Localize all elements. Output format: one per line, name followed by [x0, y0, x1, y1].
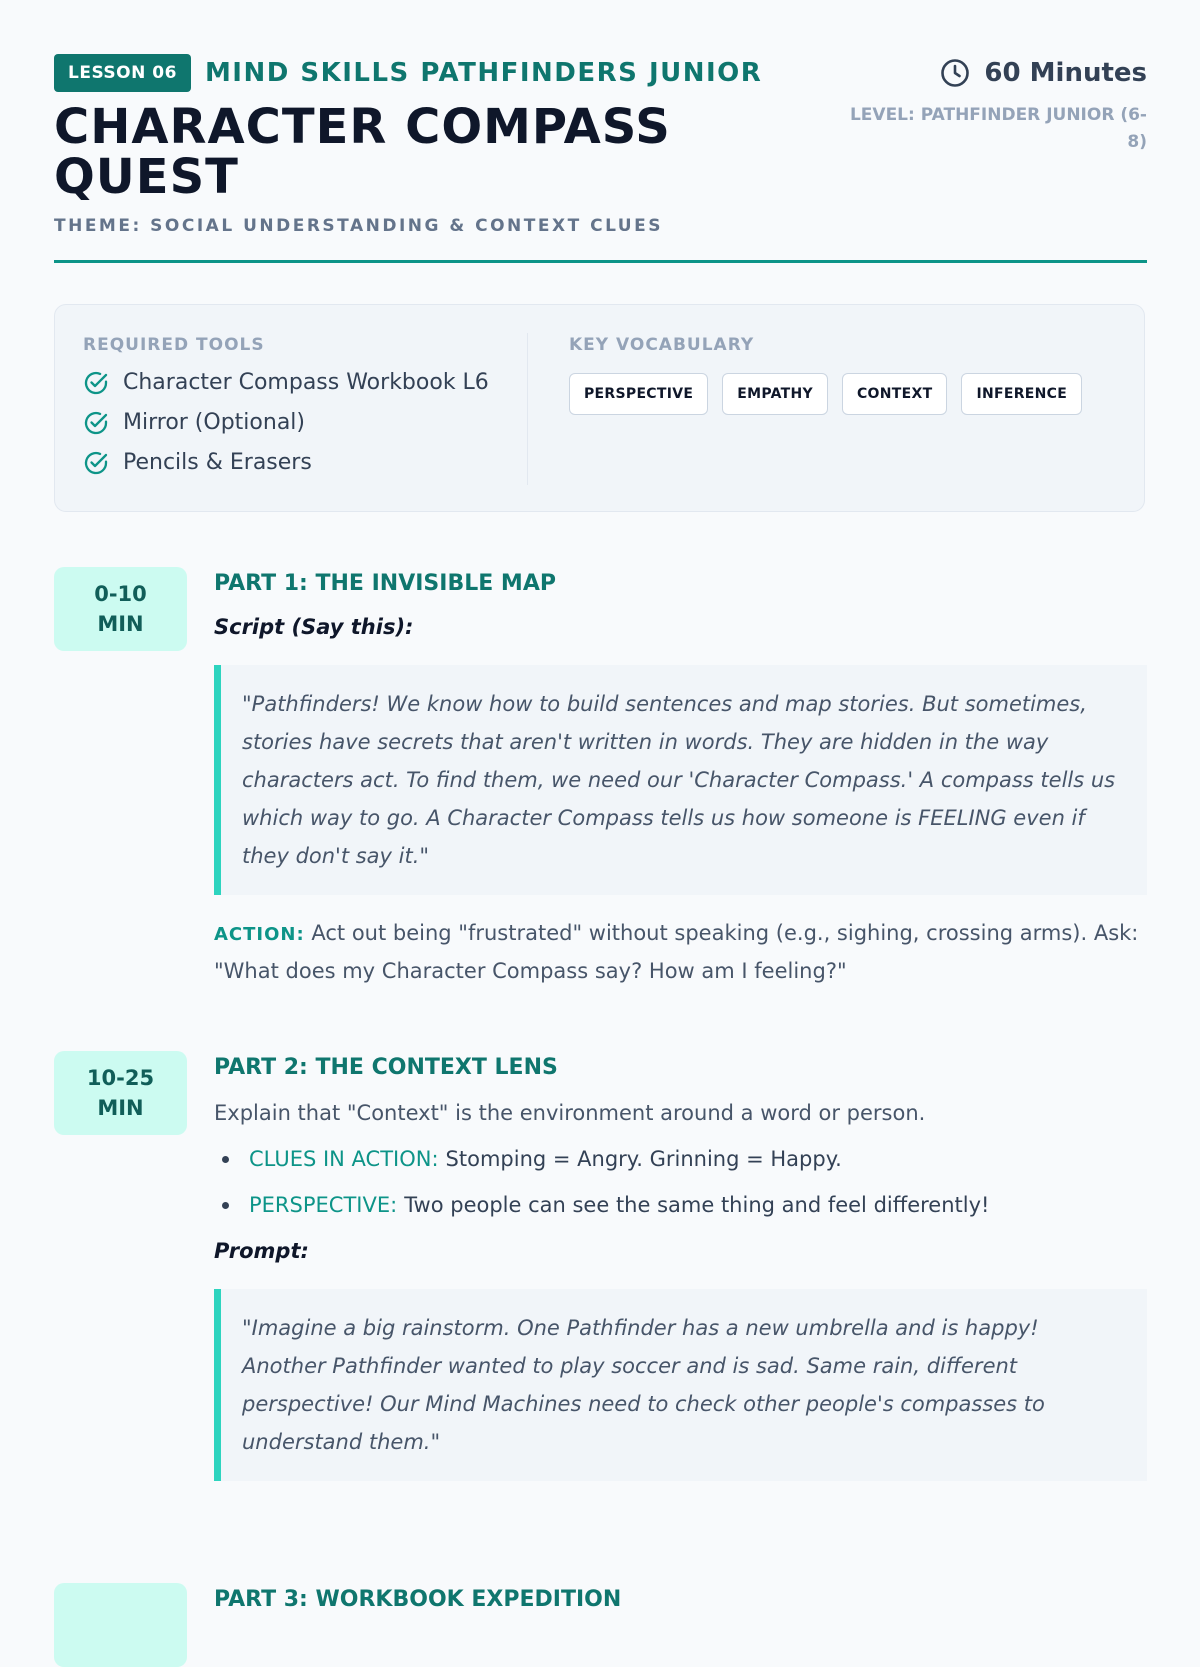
clock-icon	[940, 58, 970, 88]
check-circle-icon	[83, 370, 109, 396]
vocab-label: KEY VOCABULARY	[569, 335, 755, 355]
section-intro: Explain that "Context" is the environment around a word or person.	[214, 1101, 926, 1125]
key-vocabulary	[569, 335, 1129, 415]
lesson-badge: LESSON 06	[54, 54, 191, 92]
tool-label: Character Compass Workbook L6	[123, 370, 489, 395]
bullet-text: Stomping = Angry. Grinning = Happy.	[445, 1147, 842, 1171]
action-text: Act out being "frustrated" without speaking (e.g., sighing, crossing arms). Ask: "What does my Character Compass say? How am I feeling?"	[214, 921, 1139, 983]
time-range: 10-25	[86, 1066, 155, 1090]
lesson-theme: THEME: SOCIAL UNDERSTANDING & CONTEXT CLUES	[54, 216, 663, 236]
duration-text: 60 Minutes	[984, 58, 1147, 88]
section-content	[214, 1051, 1147, 1481]
prompt-label: Prompt:	[214, 1239, 309, 1263]
duration	[847, 54, 1147, 88]
bullet-term: CLUES IN ACTION:	[249, 1147, 439, 1171]
bullet-list	[214, 1147, 1147, 1217]
tool-item	[83, 450, 513, 475]
info-panel	[54, 304, 1145, 512]
time-badge	[54, 567, 187, 651]
bullet-term: PERSPECTIVE:	[249, 1193, 398, 1217]
section-content	[214, 567, 1147, 990]
program-title: MIND SKILLS PATHFINDERS JUNIOR	[204, 58, 763, 88]
script-quote: "Pathfinders! We know how to build sentences and map stories. But sometimes, stories have secrets that aren't written in words. They are hidden in the way characters act. To find them, we need our 'Character Compass.' A compass tells us which way to go. A Character Compass tells us how someone is FEELING even if they don't say it."	[214, 665, 1147, 895]
tool-item	[83, 410, 513, 435]
time-badge	[54, 1051, 187, 1135]
tools-label: REQUIRED TOOLS	[83, 335, 265, 355]
level-text: LEVEL: PATHFINDER JUNIOR (6-8)	[849, 105, 1147, 152]
lesson-title: CHARACTER COMPASS QUEST	[54, 99, 671, 205]
tool-item	[83, 370, 513, 395]
section-title: PART 3: WORKBOOK EXPEDITION	[214, 1587, 622, 1612]
time-badge	[54, 1583, 187, 1667]
check-circle-icon	[83, 450, 109, 476]
action-line	[214, 915, 1147, 990]
vocab-chip: CONTEXT	[842, 373, 947, 415]
bullet-dot	[222, 1202, 229, 1209]
bullet-text: Two people can see the same thing and feel differently!	[404, 1193, 990, 1217]
list-item	[214, 1193, 1147, 1217]
tool-label: Mirror (Optional)	[123, 410, 305, 435]
vocab-chip: EMPATHY	[722, 373, 828, 415]
tool-label: Pencils & Erasers	[123, 450, 312, 475]
list-item	[214, 1147, 1147, 1171]
time-unit: MIN	[97, 1096, 144, 1120]
lesson-meta	[847, 54, 1147, 156]
bullet-dot	[222, 1156, 229, 1163]
script-label: Script (Say this):	[214, 615, 414, 639]
section-content	[214, 1583, 1147, 1615]
vocab-chip: PERSPECTIVE	[569, 373, 708, 415]
vocab-chips	[569, 373, 1129, 415]
check-circle-icon	[83, 410, 109, 436]
panel-divider	[527, 333, 528, 485]
prompt-quote: "Imagine a big rainstorm. One Pathfinder has a new umbrella and is happy! Another Pathfinder wanted to play soccer and is sad. Same rain, different perspective! Our Mind Machines need to check other people's compasses to understand them."	[214, 1289, 1147, 1481]
section-title: PART 2: THE CONTEXT LENS	[214, 1055, 558, 1080]
action-label: ACTION:	[214, 924, 305, 945]
section-title: PART 1: THE INVISIBLE MAP	[214, 571, 556, 596]
required-tools	[83, 335, 513, 475]
vocab-chip: INFERENCE	[961, 373, 1082, 415]
lesson-header	[54, 54, 1147, 236]
header-divider	[54, 260, 1147, 263]
time-unit: MIN	[97, 612, 144, 636]
time-range: 0-10	[94, 582, 147, 606]
